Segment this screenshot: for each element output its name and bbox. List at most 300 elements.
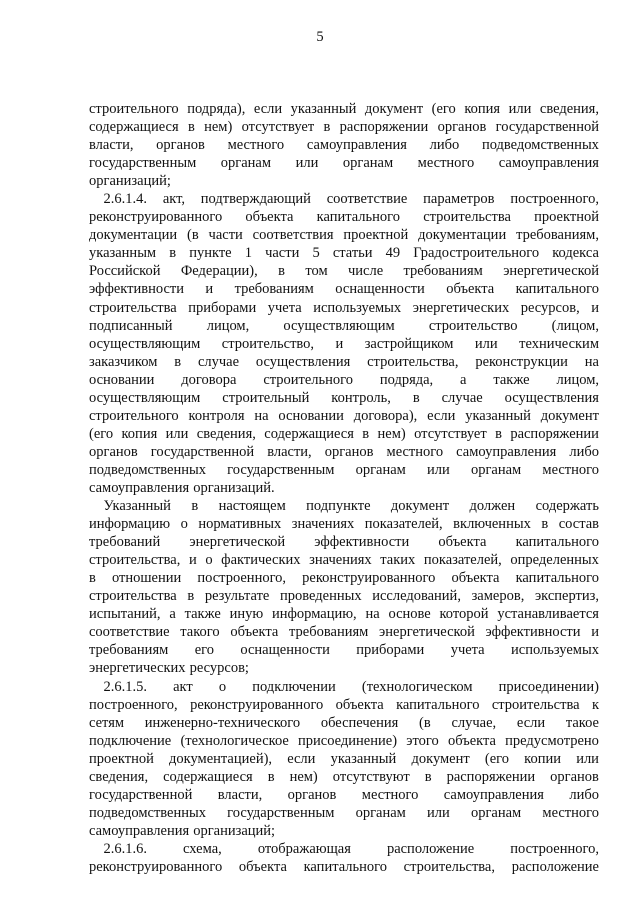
text-line — [89, 335, 599, 353]
word: самоуправления — [89, 479, 190, 496]
word: отображающая — [257, 840, 351, 857]
word: случае — [197, 353, 240, 370]
text-line — [89, 497, 599, 515]
text-line — [89, 262, 599, 280]
word: оснащенности — [335, 281, 425, 298]
word: власти, — [89, 137, 134, 154]
text-line — [89, 858, 599, 876]
text-line — [89, 822, 599, 840]
word: требованиям — [289, 624, 369, 641]
word: объекта — [238, 858, 287, 875]
text-line — [89, 100, 599, 118]
word: значениях — [309, 552, 372, 569]
word: ресурсов; — [189, 660, 249, 677]
word: если — [427, 407, 456, 424]
word: либо — [569, 443, 599, 460]
word: нем) — [377, 425, 406, 442]
text-line — [89, 714, 599, 732]
word: документации — [418, 227, 507, 244]
word: сведения, — [539, 101, 599, 117]
word: присоединении) — [498, 678, 599, 695]
word: соответствия — [252, 227, 334, 244]
word: требований — [89, 534, 161, 551]
word: Федерации), — [180, 263, 258, 280]
text-line — [89, 515, 599, 533]
word: содержащиеся — [264, 425, 354, 442]
word: органам — [342, 155, 394, 172]
word: подпункте — [306, 498, 371, 515]
word: экспертиз, — [534, 588, 599, 605]
word: требованиям — [234, 281, 314, 298]
word: состав — [558, 516, 599, 533]
word: капитального — [316, 209, 401, 226]
word: приборами — [356, 642, 425, 659]
word: (технологическое — [180, 732, 289, 749]
text-line — [89, 587, 599, 605]
word: подведомственных — [481, 137, 599, 154]
word: построенного, — [197, 570, 287, 587]
word: проектной — [89, 750, 154, 767]
word: подряда, — [379, 371, 434, 388]
word: Указанный — [89, 498, 171, 515]
word: местного — [542, 804, 599, 821]
word: информацию — [89, 516, 171, 533]
text-line — [89, 136, 599, 154]
word: власти, — [217, 786, 263, 803]
word: части — [208, 227, 243, 244]
word: показателей, — [364, 516, 443, 533]
text-line — [89, 226, 599, 244]
word: также — [184, 606, 221, 623]
word: в — [541, 516, 549, 533]
word: подключение — [89, 732, 172, 749]
word: Градостроительного — [413, 245, 540, 262]
word: организаций; — [193, 822, 276, 839]
word: подписанный — [89, 317, 173, 334]
word: самоуправления — [306, 137, 407, 154]
word: государственным — [227, 804, 335, 821]
text-line — [89, 678, 599, 696]
text-line — [89, 840, 599, 858]
word: строительства — [491, 696, 580, 713]
document-body — [89, 100, 599, 876]
word: энергетической — [379, 624, 475, 641]
word: если — [287, 750, 316, 767]
word: построенного, — [510, 840, 599, 857]
word: документ — [364, 101, 424, 117]
word: такое — [565, 714, 599, 731]
word: распоряжении — [339, 119, 429, 136]
word: определенных — [510, 552, 599, 569]
word: кодекса — [552, 245, 599, 262]
word: капитального — [515, 570, 599, 587]
text-line — [89, 551, 599, 569]
word: требованиям — [403, 263, 483, 280]
word: органов — [324, 443, 374, 460]
word: указанный — [465, 407, 531, 424]
word: строительство, — [221, 335, 315, 352]
word: подтверждающий — [200, 191, 311, 208]
word: параметров — [423, 191, 495, 208]
word: а — [169, 606, 176, 623]
word: расположение — [511, 858, 599, 875]
word: строительства — [89, 299, 177, 316]
word: на — [584, 353, 599, 370]
word: обеспечения — [320, 714, 399, 731]
word: реконструированного — [89, 209, 223, 226]
word: строительный — [222, 389, 310, 406]
word: содержать — [535, 498, 599, 515]
word: случае — [441, 389, 483, 406]
word: государственной — [89, 786, 193, 803]
word: нормативных — [198, 516, 282, 533]
word: и — [335, 335, 344, 352]
word: местного — [361, 786, 419, 803]
word: документ — [540, 407, 599, 424]
word: 2.6.1.6. — [89, 840, 147, 857]
word: фактических — [221, 552, 301, 569]
word: копия — [121, 425, 158, 442]
word: капитального — [515, 534, 599, 551]
word: основании — [278, 407, 344, 424]
word: капитального — [303, 858, 387, 875]
word: энергетической — [189, 534, 286, 551]
word: строительства — [89, 588, 177, 605]
word: договора — [181, 371, 237, 388]
word: и — [205, 281, 214, 298]
word: о — [205, 552, 213, 569]
word: либо — [429, 137, 460, 154]
word: реконструированного — [89, 858, 223, 875]
word: также — [493, 371, 530, 388]
text-line — [89, 786, 599, 804]
text-line — [89, 425, 599, 443]
word: учета — [267, 299, 302, 316]
word: результате — [204, 588, 270, 605]
word: объекта — [446, 281, 495, 298]
word: отсутствуют — [332, 768, 410, 785]
word: акт — [173, 678, 193, 695]
word: присоединение) — [298, 732, 398, 749]
word: должен — [469, 498, 516, 515]
word: строительства — [423, 209, 511, 226]
word: государственной — [150, 443, 255, 460]
word: Российской — [89, 263, 161, 280]
word: замеров, — [471, 588, 525, 605]
word: содержащиеся — [89, 119, 179, 136]
word: оснащенности — [240, 642, 330, 659]
word: в — [174, 353, 182, 370]
word: проектной — [343, 227, 409, 244]
word: органам — [470, 804, 522, 821]
word: на — [365, 606, 380, 623]
word: техническим — [519, 335, 599, 352]
word: местного — [386, 443, 444, 460]
text-line — [89, 407, 599, 425]
word: и — [591, 299, 599, 316]
text-line — [89, 641, 599, 659]
word: требованиям, — [516, 227, 599, 244]
word: строительства, — [403, 858, 495, 875]
word: в — [495, 425, 502, 442]
word: проектной — [534, 209, 599, 226]
word: объекта — [451, 570, 500, 587]
word: строительного — [89, 101, 179, 117]
word: в — [169, 245, 177, 262]
word: информацию, — [272, 606, 357, 623]
word: показателей, — [423, 552, 502, 569]
word: заказчиком — [89, 353, 158, 370]
word: этого — [406, 732, 439, 749]
word: включенных — [453, 516, 531, 533]
word: о — [218, 678, 227, 695]
word: том — [305, 263, 328, 280]
text-line — [89, 443, 599, 461]
word: (в — [419, 714, 431, 731]
word: основании — [89, 371, 155, 388]
word: указанным — [89, 245, 157, 262]
text-line — [89, 353, 599, 371]
word: эффективности — [314, 534, 410, 551]
word: договора), — [353, 407, 418, 424]
word: осуществления — [255, 353, 351, 370]
word: иную — [229, 606, 264, 623]
word: объекта — [335, 696, 384, 713]
word: организаций; — [89, 173, 171, 190]
word: предусмотрено — [505, 732, 599, 749]
word: строительного — [263, 371, 353, 388]
word: осуществления — [504, 389, 599, 406]
text-line — [89, 118, 599, 136]
word: строительство — [428, 317, 518, 334]
word: указанный — [290, 101, 357, 117]
word: органам — [470, 461, 522, 478]
word: приборами — [188, 299, 257, 316]
word: распоряжении — [446, 768, 536, 785]
word: проведенных — [279, 588, 362, 605]
text-line — [89, 371, 599, 389]
word: исследований, — [372, 588, 461, 605]
word: документацией), — [169, 750, 273, 767]
word: строительного — [89, 407, 179, 424]
word: самоуправления — [443, 786, 544, 803]
word: 2.6.1.5. — [89, 678, 147, 695]
word: построенного, — [89, 696, 178, 713]
word: основе — [388, 606, 431, 623]
text-line — [89, 605, 599, 623]
word: местного — [417, 155, 475, 172]
text-line — [89, 389, 599, 407]
word: контроля — [188, 407, 245, 424]
word: используемых — [511, 642, 599, 659]
word: инженерно-технического — [144, 714, 301, 731]
text-line — [89, 533, 599, 551]
text-line — [89, 732, 599, 750]
word: числе — [348, 263, 384, 280]
word: документации — [89, 227, 178, 244]
word: государственным — [227, 461, 335, 478]
word: его — [194, 642, 214, 659]
word: органам — [220, 155, 272, 172]
word: такого — [180, 624, 220, 641]
text-line — [89, 768, 599, 786]
word: схема, — [183, 840, 222, 857]
word: если — [516, 714, 546, 731]
word: реконструированного — [302, 570, 436, 587]
word: органов — [156, 137, 205, 154]
word: (в — [187, 227, 199, 244]
text-line — [89, 479, 599, 497]
word: энергетической — [503, 263, 599, 280]
word: (лицом, — [551, 317, 599, 334]
text-line — [89, 623, 599, 641]
word: местного — [542, 461, 599, 478]
word: соответствие — [89, 624, 170, 641]
word: значениях — [291, 516, 355, 533]
word: 49 — [385, 245, 401, 262]
word: настоящем — [218, 498, 286, 515]
word: организаций. — [193, 479, 275, 496]
word: сетям — [89, 714, 125, 731]
word: подряда), — [187, 101, 246, 117]
word: самоуправления — [89, 822, 190, 839]
text-line — [89, 244, 599, 262]
word: таких — [380, 552, 416, 569]
word: отсутствует — [414, 425, 487, 442]
word: лицом, — [206, 317, 250, 334]
word: осуществляющим — [283, 317, 395, 334]
word: 2.6.1.4. — [89, 191, 147, 208]
word: капитального — [396, 696, 480, 713]
word: распоряжении — [510, 425, 599, 442]
text-line — [89, 208, 599, 226]
text-line — [89, 190, 599, 208]
word: контроль, — [331, 389, 391, 406]
word: нем) — [289, 768, 318, 785]
word: или — [474, 335, 498, 352]
word: в — [187, 588, 195, 605]
page-number: 5 — [316, 29, 324, 45]
word: в — [187, 119, 195, 136]
text-line — [89, 280, 599, 298]
word: (его — [431, 101, 456, 117]
word: соответствие — [326, 191, 408, 208]
word: подведомственных — [89, 804, 206, 821]
word: или — [427, 461, 450, 478]
word: в — [424, 768, 432, 785]
word: акт, — [162, 191, 185, 208]
word: используемых — [313, 299, 402, 316]
word: лицом, — [556, 371, 599, 388]
word: органов — [89, 443, 138, 460]
word: устанавливается — [497, 606, 599, 623]
word: капитального — [515, 281, 599, 298]
word: испытаний, — [89, 606, 161, 623]
text-line — [89, 154, 599, 172]
word: либо — [569, 786, 599, 803]
word: документ — [411, 750, 470, 767]
word: или — [165, 425, 189, 442]
word: требованиям — [89, 642, 169, 659]
word: если — [253, 101, 283, 117]
word: построенного, — [510, 191, 599, 208]
word: содержащиеся — [163, 768, 253, 785]
word: указанный — [330, 750, 397, 767]
word: власти, — [267, 443, 312, 460]
text-line — [89, 299, 599, 317]
word: в — [278, 263, 285, 280]
word: эффективности — [485, 624, 581, 641]
word: копии — [524, 750, 562, 767]
text-line — [89, 317, 599, 335]
word: части — [265, 245, 300, 262]
word: подключении — [252, 678, 336, 695]
word: или — [427, 804, 450, 821]
word: строительства, — [89, 552, 181, 569]
word: пункте — [189, 245, 232, 262]
word: сведения, — [89, 768, 149, 785]
word: органов — [287, 786, 337, 803]
word: случае, — [451, 714, 497, 731]
word: которой — [439, 606, 489, 623]
word: подведомственных — [89, 461, 206, 478]
word: энергетических — [412, 299, 510, 316]
text-line — [89, 750, 599, 768]
word: реконструированного — [190, 696, 324, 713]
word: органов — [437, 119, 487, 136]
word: 1 — [244, 245, 252, 262]
word: или — [576, 750, 599, 767]
word: и — [188, 552, 197, 569]
word: органам — [355, 804, 406, 821]
word: а — [460, 371, 467, 388]
word: объекта — [447, 732, 496, 749]
text-line — [89, 804, 599, 822]
word: ресурсов, — [520, 299, 580, 316]
word: (его — [89, 425, 114, 442]
word: сведения, — [196, 425, 256, 442]
word: самоуправления — [456, 443, 557, 460]
word: или — [295, 155, 319, 172]
word: в — [89, 570, 96, 587]
word: объекта — [438, 534, 487, 551]
word: эффективности — [89, 281, 184, 298]
word: в — [362, 425, 370, 442]
word: в — [191, 498, 199, 515]
word: реконструкции — [475, 353, 568, 370]
word: учета — [450, 642, 485, 659]
word: застройщиком — [364, 335, 454, 352]
word: или — [508, 101, 532, 117]
word: в — [323, 119, 331, 136]
word: в — [267, 768, 275, 785]
word: объекта — [245, 209, 294, 226]
word: государственным — [89, 155, 197, 172]
word: к — [591, 696, 599, 713]
word: на — [254, 407, 269, 424]
word: органам — [355, 461, 406, 478]
text-line — [89, 569, 599, 587]
word: самоуправления — [498, 155, 599, 172]
word: осуществляющим — [89, 389, 201, 406]
word: о — [180, 516, 188, 533]
word: органов — [550, 768, 599, 785]
word: расположение — [386, 840, 475, 857]
text-line — [89, 461, 599, 479]
word: отношении — [111, 570, 182, 587]
word: копия — [464, 101, 501, 117]
word: статьи — [332, 245, 373, 262]
